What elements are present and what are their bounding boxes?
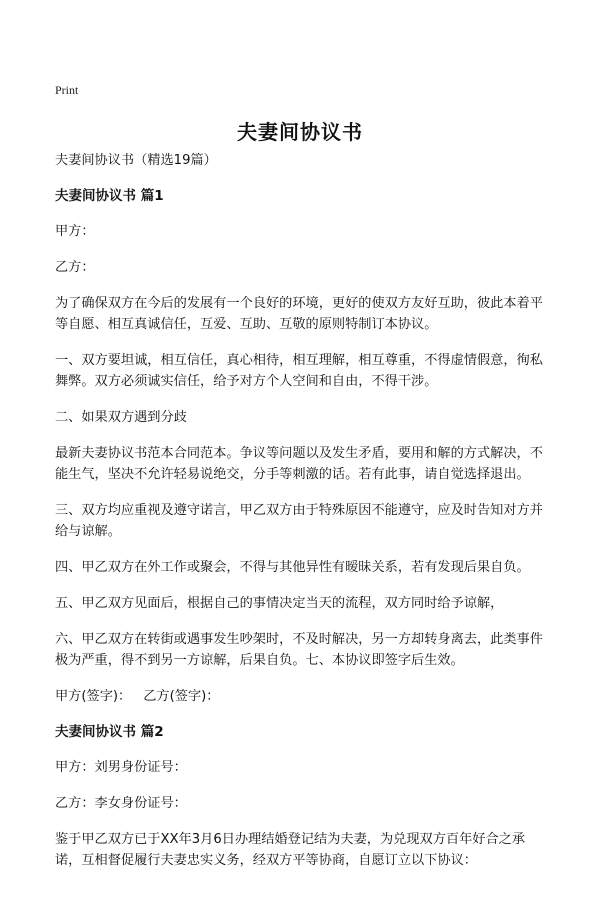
document-subtitle: 夫妻间协议书（精选19篇） bbox=[55, 153, 217, 168]
clause-3: 三、双方均应重视及遵守诺言，甲乙双方由于特殊原因不能遵守，应及时告知对方并给与谅解。 bbox=[55, 503, 543, 539]
signature-a: 甲方(签字)： bbox=[55, 689, 132, 704]
party-b-id-line: 乙方：李女身份证号： bbox=[55, 796, 187, 811]
section-2-intro: 鉴于甲乙双方已于XX年3月6日办理结婚登记结为夫妻，为兑现双方百年好合之承诺，互相督促履行夫妻忠实义务，经双方平等协商，自愿订立以下协议： bbox=[55, 832, 526, 868]
signature-line bbox=[55, 686, 550, 707]
clause-2: 二、如果双方遇到分歧 bbox=[55, 410, 187, 425]
clause-1: 一、双方要坦诚，相互信任，真心相待，相互理解，相互尊重，不得虚情假意，徇私舞弊。双方必须诚实信任，给予对方个人空间和自由，不得干涉。 bbox=[55, 353, 543, 389]
party-a-id-line: 甲方：刘男身份证号： bbox=[55, 760, 187, 775]
print-link[interactable]: Print bbox=[55, 83, 79, 97]
party-a-line: 甲方： bbox=[55, 224, 95, 239]
intro-paragraph: 为了确保双方在今后的发展有一个良好的环境，更好的使双方友好互助，彼此本着平等自愿、相互真诚信任，互爱、互助、互敬的原则特制订本协议。 bbox=[55, 296, 543, 332]
clause-2-body: 最新夫妻协议书范本合同范本。争议等问题以及发生矛盾，要用和解的方式解决，不能生气，坚决不允许轻易说绝交，分手等刺激的话。若有此事，请自觉选择退出。 bbox=[55, 446, 543, 482]
clause-6: 六、甲乙双方在转街或遇事发生吵架时，不及时解决，另一方却转身离去，此类事件极为严重，得不到另一方谅解，后果自负。七、本协议即签字后生效。 bbox=[55, 632, 543, 668]
party-b-line: 乙方： bbox=[55, 260, 95, 275]
section-heading-1: 夫妻间协议书 篇1 bbox=[55, 188, 164, 204]
section-heading-2: 夫妻间协议书 篇2 bbox=[55, 724, 164, 740]
document-body bbox=[55, 150, 550, 886]
clause-5: 五、甲乙双方见面后，根据自己的事情决定当天的流程，双方同时给予谅解， bbox=[55, 596, 504, 611]
signature-b: 乙方(签字)： bbox=[143, 689, 220, 704]
page-title: 夫妻间协议书 bbox=[237, 120, 363, 144]
clause-4: 四、甲乙双方在外工作或聚会，不得与其他异性有暧昧关系，若有发现后果自负。 bbox=[55, 560, 530, 575]
